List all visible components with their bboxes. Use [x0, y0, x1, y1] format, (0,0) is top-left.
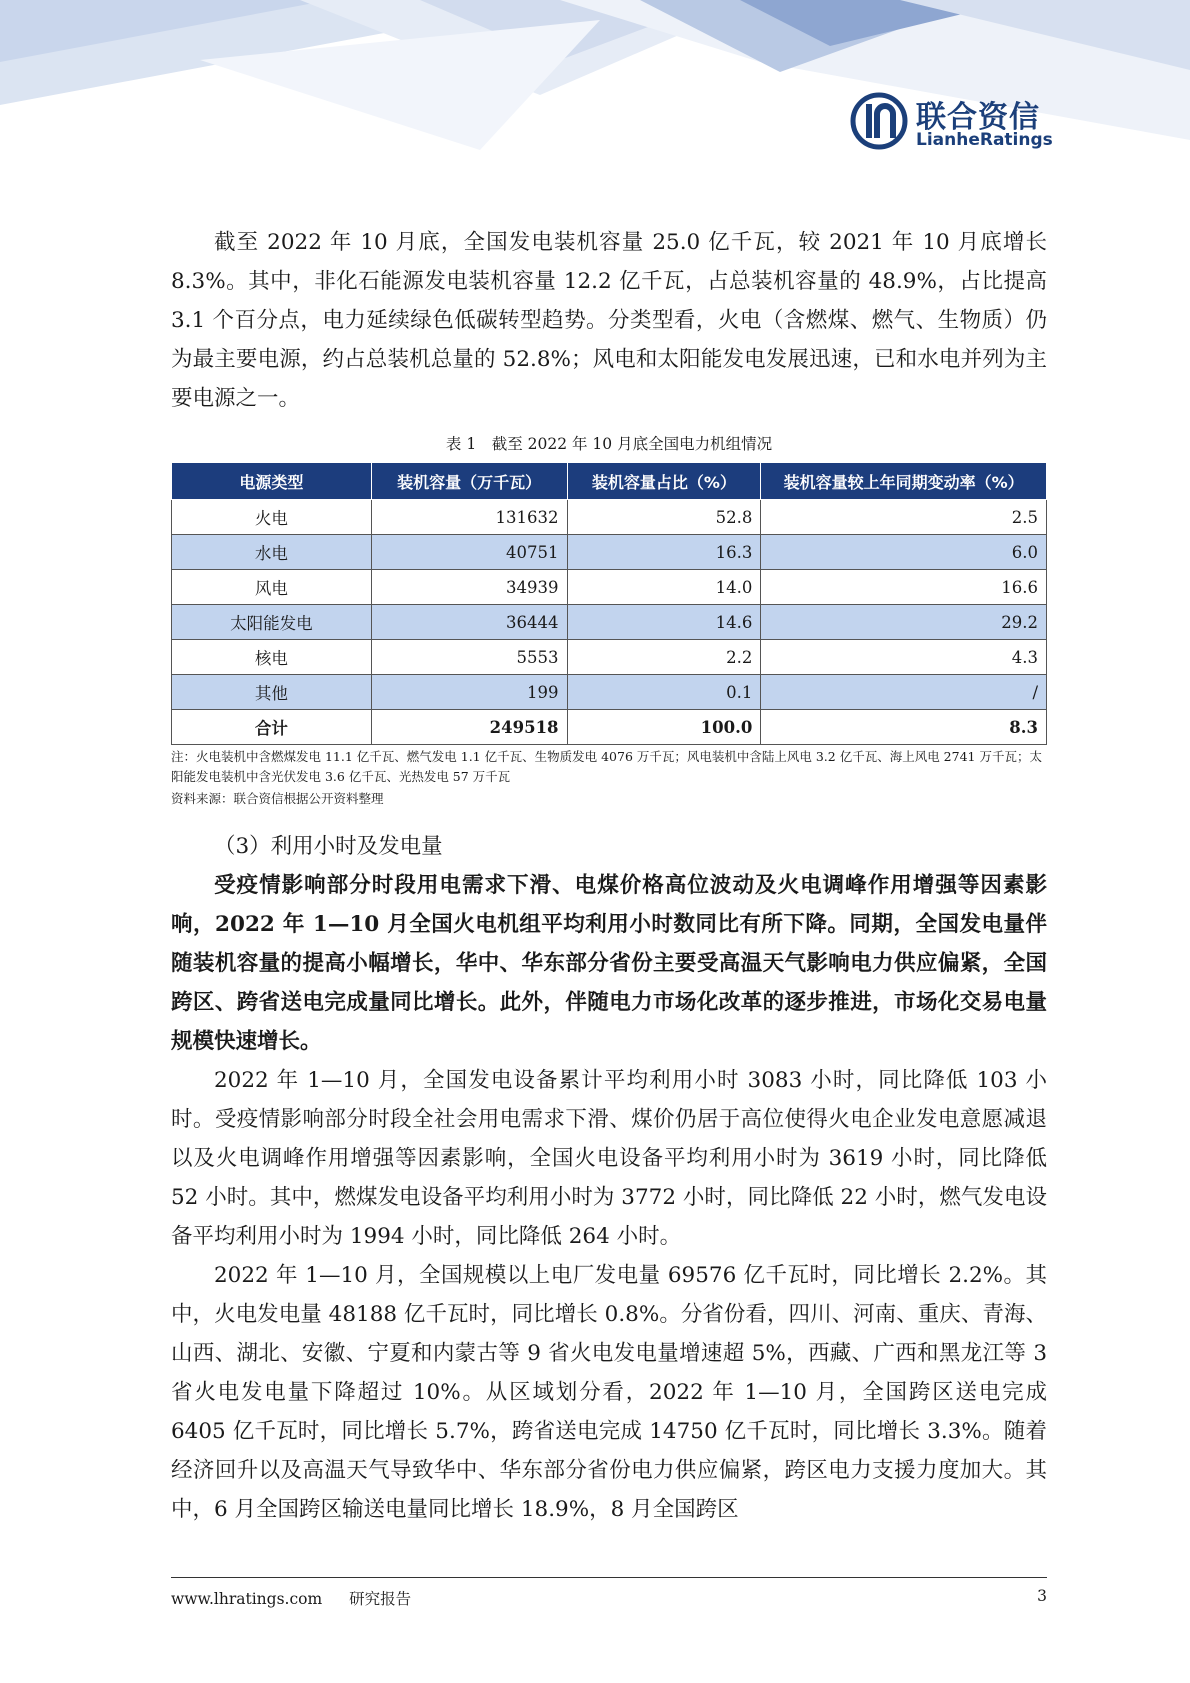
table-cell-change: 2.5 — [761, 500, 1047, 535]
table-cell-change: 6.0 — [761, 535, 1047, 570]
table-total-row — [172, 710, 1047, 745]
table-cell-type: 火电 — [172, 500, 372, 535]
power-units-table — [171, 462, 1047, 745]
table-cell-type: 其他 — [172, 675, 372, 710]
paragraph-generation: 2022 年 1—10 月，全国规模以上电厂发电量 69576 亿千瓦时，同比增长 2.2%。其中，火电发电量 48188 亿千瓦时，同比增长 0.8%。分省份看，四川、河南、重庆、青海、山西、湖北、安徽、宁夏和内蒙古等 9 省火电发电量增速超 5%，西藏、广西和黑龙江等 3 省火电发电量下降超过 10%。从区域划分看，2022 年 1—10 月，全国跨区送电完成 6405 亿千瓦时，同比增长 5.7%，跨省送电完成 14750 亿千瓦时，同比增长 3.3%。随着经济回升以及高温天气导致华中、华东部分省份电力供应偏紧，跨区电力支援力度加大。其中，6 月全国跨区输送电量同比增长 18.9%，8 月全国跨区 — [171, 1263, 1047, 1522]
table-cell-type: 太阳能发电 — [172, 605, 372, 640]
table-cell-share: 52.8 — [567, 500, 761, 535]
table-caption: 表 1 截至 2022 年 10 月底全国电力机组情况 — [445, 435, 773, 453]
table-cell-capacity: 36444 — [371, 605, 567, 640]
brand-logo — [850, 88, 1060, 154]
footer-divider — [171, 1577, 1047, 1578]
footer-left — [171, 1587, 433, 1609]
paragraph-summary-bold: 受疫情影响部分时段用电需求下滑、电煤价格高位波动及火电调峰作用增强等因素影响，2022 年 1—10 月全国火电机组平均利用小时数同比有所下降。同期，全国发电量伴随装机容量的提高小幅增长，华中、华东部分省份主要受高温天气影响电力供应偏紧，全国跨区、跨省送电完成量同比增长。此外，伴随电力市场化改革的逐步推进，市场化交易电量规模快速增长。 — [171, 873, 1047, 1054]
brand-name-en: LianheRatings — [916, 130, 1053, 150]
table-source: 资料来源：联合资信根据公开资料整理 — [171, 791, 384, 806]
table-cell-change: 8.3 — [761, 710, 1047, 745]
table-cell-capacity: 249518 — [371, 710, 567, 745]
table-cell-share: 0.1 — [567, 675, 761, 710]
section-subheading: （3）利用小时及发电量 — [214, 834, 443, 859]
lianhe-logo-icon — [850, 92, 908, 150]
table-row — [172, 605, 1047, 640]
table-header-cell: 电源类型 — [172, 463, 372, 500]
table-cell-capacity: 34939 — [371, 570, 567, 605]
table-row — [172, 640, 1047, 675]
table-row — [172, 570, 1047, 605]
table-cell-change: 16.6 — [761, 570, 1047, 605]
table-cell-share: 14.0 — [567, 570, 761, 605]
table-cell-type: 合计 — [172, 710, 372, 745]
table-header-row — [172, 463, 1047, 500]
table-note: 注：火电装机中含燃煤发电 11.1 亿千瓦、燃气发电 1.1 亿千瓦、生物质发电 4076 万千瓦；风电装机中含陆上风电 3.2 亿千瓦、海上风电 2741 万千瓦；太阳能发电装机中含光伏发电 3.6 亿千瓦、光热发电 57 万千瓦 — [171, 749, 1042, 784]
footer-website-link[interactable]: www.lhratings.com — [171, 1590, 323, 1608]
table-cell-capacity: 5553 — [371, 640, 567, 675]
table-cell-change: 4.3 — [761, 640, 1047, 675]
table-row — [172, 535, 1047, 570]
table-cell-capacity: 199 — [371, 675, 567, 710]
paragraph-utilization-hours: 2022 年 1—10 月，全国发电设备累计平均利用小时 3083 小时，同比降低 103 小时。受疫情影响部分时段全社会用电需求下滑、煤价仍居于高位使得火电企业发电意愿减退以及火电调峰作用增强等因素影响，全国火电设备平均利用小时为 3619 小时，同比降低 52 小时。其中，燃煤发电设备平均利用小时为 3772 小时，同比降低 22 小时，燃气发电设备平均利用小时为 1994 小时，同比降低 264 小时。 — [171, 1068, 1047, 1249]
table-cell-change: 29.2 — [761, 605, 1047, 640]
paragraph-installed-capacity: 截至 2022 年 10 月底，全国发电装机容量 25.0 亿千瓦，较 2021 年 10 月底增长 8.3%。其中，非化石能源发电装机容量 12.2 亿千瓦，占总装机容量的 48.9%，占比提高 3.1 个百分点，电力延续绿色低碳转型趋势。分类型看，火电（含燃煤、燃气、生物质）仍为最主要电源，约占总装机总量的 52.8%；风电和太阳能发电发展迅速，已和水电并列为主要电源之一。 — [171, 230, 1047, 411]
table-header-cell: 装机容量占比（%） — [567, 463, 761, 500]
page-content — [171, 223, 1047, 1529]
table-cell-share: 2.2 — [567, 640, 761, 675]
table-cell-capacity: 131632 — [371, 500, 567, 535]
table-cell-share: 14.6 — [567, 605, 761, 640]
table-row — [172, 675, 1047, 710]
table-cell-type: 风电 — [172, 570, 372, 605]
table-header-cell: 装机容量较上年同期变动率（%） — [761, 463, 1047, 500]
page-number: 3 — [1037, 1587, 1047, 1605]
table-cell-type: 水电 — [172, 535, 372, 570]
brand-name-cn: 联合资信 — [916, 100, 1040, 135]
table-cell-share: 16.3 — [567, 535, 761, 570]
table-cell-capacity: 40751 — [371, 535, 567, 570]
table-header-cell: 装机容量（万千瓦） — [371, 463, 567, 500]
footer-label: 研究报告 — [349, 1590, 412, 1608]
table-row — [172, 500, 1047, 535]
table-cell-type: 核电 — [172, 640, 372, 675]
table-cell-change: / — [761, 675, 1047, 710]
table-cell-share: 100.0 — [567, 710, 761, 745]
